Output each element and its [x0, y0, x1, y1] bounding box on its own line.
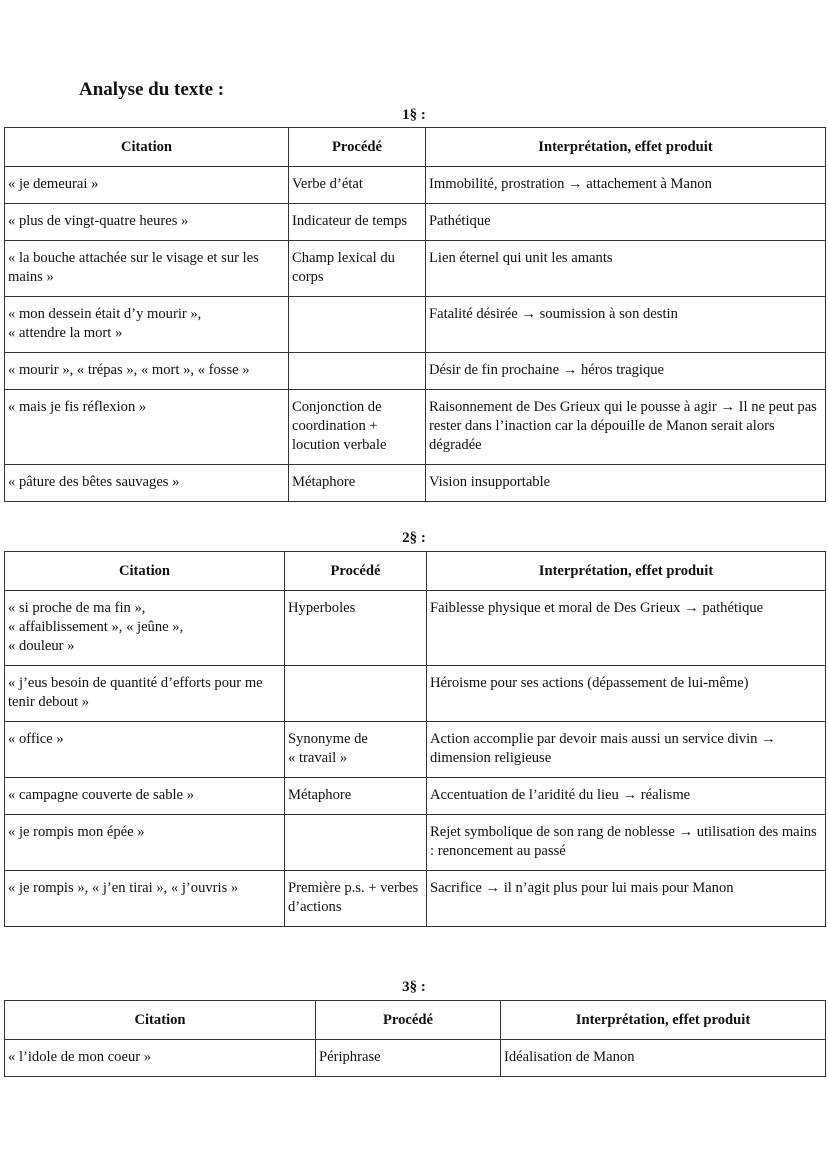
table-header-row — [5, 552, 826, 591]
interpretation-cell: Immobilité, prostration → attachement à Manon — [426, 167, 826, 204]
interpretation-cell: Action accomplie par devoir mais aussi un service divin → dimension religieuse — [427, 722, 826, 778]
header-citation: Citation — [5, 1001, 316, 1040]
procede-cell — [285, 815, 427, 871]
procede-cell: Synonyme de « travail » — [285, 722, 427, 778]
citation-cell: « mais je fis réflexion » — [5, 390, 289, 465]
table-header-row — [5, 128, 826, 167]
header-procede: Procédé — [316, 1001, 501, 1040]
procede-cell — [289, 353, 426, 390]
procede-cell — [285, 666, 427, 722]
interpretation-cell: Faiblesse physique et moral de Des Grieux → pathétique — [427, 591, 826, 666]
citation-cell: « j’eus besoin de quantité d’efforts pour me tenir debout » — [5, 666, 285, 722]
interpretation-cell: Rejet symbolique de son rang de noblesse → utilisation des mains : renoncement au passé — [427, 815, 826, 871]
analysis-table-section-3 — [4, 1000, 826, 1077]
interpretation-cell: Raisonnement de Des Grieux qui le pousse à agir → Il ne peut pas rester dans l’inaction car la dépouille de Manon serait alors dégradée — [426, 390, 826, 465]
table-row — [5, 167, 826, 204]
procede-cell: Hyperboles — [285, 591, 427, 666]
interpretation-cell: Pathétique — [426, 204, 826, 241]
table-row — [5, 465, 826, 502]
header-interpretation: Interprétation, effet produit — [427, 552, 826, 591]
table-header-row — [5, 1001, 826, 1040]
citation-cell: « l’idole de mon coeur » — [5, 1040, 316, 1077]
procede-cell: Périphrase — [316, 1040, 501, 1077]
interpretation-cell: Lien éternel qui unit les amants — [426, 241, 826, 297]
citation-cell: « si proche de ma fin », « affaiblissement », « jeûne », « douleur » — [5, 591, 285, 666]
table-row — [5, 241, 826, 297]
interpretation-cell: Sacrifice → il n’agit plus pour lui mais pour Manon — [427, 871, 826, 927]
procede-cell: Indicateur de temps — [289, 204, 426, 241]
table-row — [5, 871, 826, 927]
procede-cell: Première p.s. + verbes d’actions — [285, 871, 427, 927]
procede-cell: Métaphore — [289, 465, 426, 502]
citation-cell: « je rompis », « j’en tirai », « j’ouvris » — [5, 871, 285, 927]
header-interpretation: Interprétation, effet produit — [426, 128, 826, 167]
interpretation-cell: Vision insupportable — [426, 465, 826, 502]
table-row — [5, 204, 826, 241]
procede-cell: Conjonction de coordination + locution verbale — [289, 390, 426, 465]
header-citation: Citation — [5, 128, 289, 167]
citation-cell: « plus de vingt-quatre heures » — [5, 204, 289, 241]
table-row — [5, 815, 826, 871]
table-row — [5, 591, 826, 666]
citation-cell: « office » — [5, 722, 285, 778]
citation-cell: « je rompis mon épée » — [5, 815, 285, 871]
table-row — [5, 297, 826, 353]
section-1-label: 1§ : — [402, 107, 426, 123]
table-row — [5, 666, 826, 722]
table-row — [5, 353, 826, 390]
table-row — [5, 722, 826, 778]
analysis-table-section-2 — [4, 551, 826, 927]
table-row — [5, 778, 826, 815]
section-3-label: 3§ : — [402, 979, 426, 995]
citation-cell: « campagne couverte de sable » — [5, 778, 285, 815]
procede-cell: Champ lexical du corps — [289, 241, 426, 297]
citation-cell: « mourir », « trépas », « mort », « fosse » — [5, 353, 289, 390]
header-interpretation: Interprétation, effet produit — [501, 1001, 826, 1040]
citation-cell: « pâture des bêtes sauvages » — [5, 465, 289, 502]
header-procede: Procédé — [285, 552, 427, 591]
procede-cell: Verbe d’état — [289, 167, 426, 204]
interpretation-cell: Accentuation de l’aridité du lieu → réalisme — [427, 778, 826, 815]
procede-cell: Métaphore — [285, 778, 427, 815]
citation-cell: « mon dessein était d’y mourir », « attendre la mort » — [5, 297, 289, 353]
interpretation-cell: Idéalisation de Manon — [501, 1040, 826, 1077]
citation-cell: « je demeurai » — [5, 167, 289, 204]
analysis-table-section-1 — [4, 127, 826, 502]
document-title: Analyse du texte : — [79, 79, 225, 100]
interpretation-cell: Héroisme pour ses actions (dépassement de lui-même) — [427, 666, 826, 722]
interpretation-cell: Fatalité désirée → soumission à son destin — [426, 297, 826, 353]
table-row — [5, 1040, 826, 1077]
interpretation-cell: Désir de fin prochaine → héros tragique — [426, 353, 826, 390]
section-2-label: 2§ : — [402, 530, 426, 546]
citation-cell: « la bouche attachée sur le visage et sur les mains » — [5, 241, 289, 297]
header-citation: Citation — [5, 552, 285, 591]
header-procede: Procédé — [289, 128, 426, 167]
procede-cell — [289, 297, 426, 353]
table-row — [5, 390, 826, 465]
